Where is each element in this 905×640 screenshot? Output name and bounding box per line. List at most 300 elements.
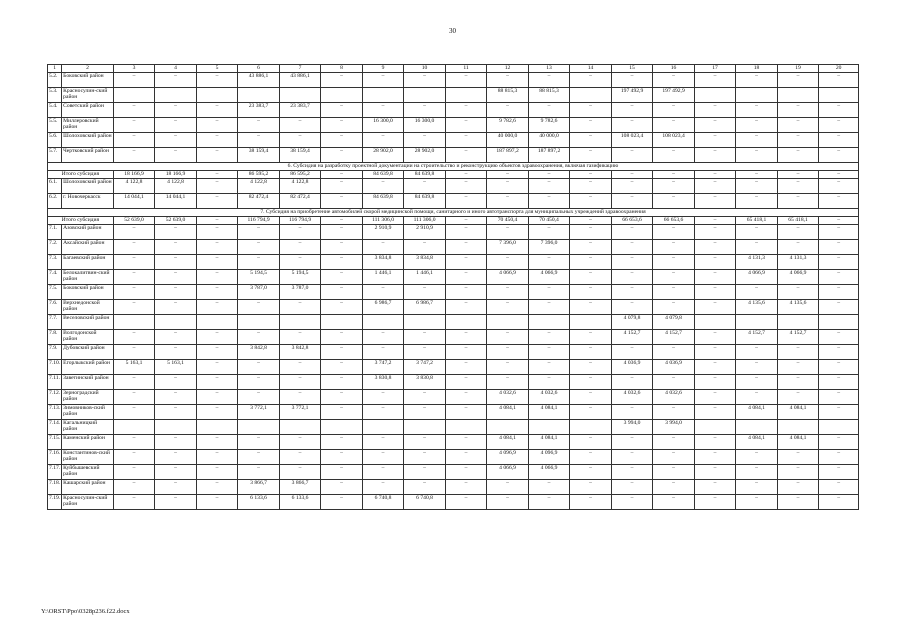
value-cell: – bbox=[113, 225, 155, 240]
value-cell: – bbox=[321, 465, 363, 480]
total-value-cell: – bbox=[570, 171, 612, 179]
value-cell: – bbox=[528, 300, 570, 315]
value-cell: – bbox=[196, 480, 238, 495]
value-cell: – bbox=[777, 133, 819, 148]
value-cell: – bbox=[404, 240, 446, 255]
row-number-cell: 5.2. bbox=[48, 73, 62, 88]
value-cell bbox=[155, 88, 197, 103]
value-cell bbox=[445, 420, 487, 435]
value-cell bbox=[694, 315, 736, 330]
page-number: 30 bbox=[449, 27, 456, 35]
value-cell: 4 084,1 bbox=[777, 405, 819, 420]
value-cell: – bbox=[653, 194, 695, 209]
value-cell: – bbox=[155, 240, 197, 255]
value-cell: – bbox=[653, 285, 695, 300]
column-number-cell: 10 bbox=[404, 65, 446, 73]
value-cell: – bbox=[362, 480, 404, 495]
value-cell: 5 194,5 bbox=[279, 270, 321, 285]
value-cell: – bbox=[404, 179, 446, 194]
value-cell: 38 159,4 bbox=[279, 148, 321, 163]
column-number-cell: 14 bbox=[570, 65, 612, 73]
value-cell: – bbox=[570, 495, 612, 510]
value-cell: – bbox=[694, 375, 736, 390]
value-cell: – bbox=[155, 118, 197, 133]
value-cell: 84 639,8 bbox=[362, 194, 404, 209]
value-cell: – bbox=[528, 375, 570, 390]
value-cell: – bbox=[819, 225, 859, 240]
value-cell: 5 163,1 bbox=[155, 360, 197, 375]
value-cell: – bbox=[694, 179, 736, 194]
value-cell: – bbox=[611, 465, 653, 480]
value-cell: – bbox=[819, 285, 859, 300]
value-cell: 4 152,7 bbox=[736, 330, 778, 345]
value-cell: – bbox=[694, 330, 736, 345]
territory-name-cell: Боковский район bbox=[62, 285, 114, 300]
value-cell: – bbox=[570, 148, 612, 163]
value-cell: – bbox=[819, 103, 859, 118]
total-value-cell: – bbox=[694, 217, 736, 225]
value-cell: – bbox=[196, 240, 238, 255]
value-cell: 88 815,3 bbox=[528, 88, 570, 103]
value-cell: 3 842,8 bbox=[279, 345, 321, 360]
value-cell: 6 986,7 bbox=[362, 300, 404, 315]
value-cell: – bbox=[321, 225, 363, 240]
territory-name-cell: Константинов-ский район bbox=[62, 450, 114, 465]
table-row bbox=[48, 179, 859, 194]
value-cell: 23 383,7 bbox=[279, 103, 321, 118]
table-row bbox=[48, 375, 859, 390]
value-cell: – bbox=[196, 300, 238, 315]
value-cell: – bbox=[777, 450, 819, 465]
total-value-cell: 52 639,0 bbox=[113, 217, 155, 225]
value-cell: 7 396,0 bbox=[528, 240, 570, 255]
value-cell: 4 066,9 bbox=[528, 465, 570, 480]
value-cell bbox=[196, 88, 238, 103]
value-cell: – bbox=[736, 73, 778, 88]
value-cell: 3 772,1 bbox=[279, 405, 321, 420]
value-cell: – bbox=[694, 118, 736, 133]
value-cell: – bbox=[736, 450, 778, 465]
column-number-cell: 13 bbox=[528, 65, 570, 73]
value-cell: – bbox=[279, 133, 321, 148]
value-cell bbox=[321, 420, 363, 435]
value-cell: – bbox=[196, 465, 238, 480]
value-cell: – bbox=[196, 73, 238, 88]
value-cell: – bbox=[528, 255, 570, 270]
value-cell: – bbox=[238, 133, 280, 148]
total-value-cell: – bbox=[653, 171, 695, 179]
value-cell: – bbox=[321, 495, 363, 510]
total-value-cell: – bbox=[694, 171, 736, 179]
value-cell: – bbox=[736, 285, 778, 300]
value-cell: – bbox=[445, 480, 487, 495]
value-cell: 43 886,1 bbox=[279, 73, 321, 88]
file-path-footer: Y:\ORST\Ppo\0328p236.f22.docx bbox=[41, 608, 130, 615]
value-cell: 14 044,1 bbox=[155, 194, 197, 209]
value-cell: – bbox=[736, 103, 778, 118]
column-number-cell: 8 bbox=[321, 65, 363, 73]
row-number-cell: 7.12. bbox=[48, 390, 62, 405]
value-cell: 28 902,0 bbox=[404, 148, 446, 163]
value-cell: – bbox=[570, 390, 612, 405]
table-row bbox=[48, 285, 859, 300]
total-value-cell: 66 653,6 bbox=[653, 217, 695, 225]
value-cell: – bbox=[611, 435, 653, 450]
table-row bbox=[48, 465, 859, 480]
value-cell: 4 096,9 bbox=[528, 450, 570, 465]
value-cell: – bbox=[570, 270, 612, 285]
value-cell: – bbox=[819, 360, 859, 375]
territory-name-cell: Красносулин-ский район bbox=[62, 88, 114, 103]
value-cell: 6 133,6 bbox=[279, 495, 321, 510]
value-cell: – bbox=[321, 300, 363, 315]
value-cell: – bbox=[321, 405, 363, 420]
value-cell: 4 066,9 bbox=[487, 465, 529, 480]
value-cell: – bbox=[777, 480, 819, 495]
value-cell: 4 152,7 bbox=[611, 330, 653, 345]
value-cell: 4 032,6 bbox=[528, 390, 570, 405]
value-cell: 3 787,0 bbox=[279, 285, 321, 300]
value-cell: – bbox=[445, 118, 487, 133]
column-number-cell: 11 bbox=[445, 65, 487, 73]
value-cell: 4 131,3 bbox=[736, 255, 778, 270]
value-cell: – bbox=[445, 345, 487, 360]
value-cell: 4 066,9 bbox=[736, 270, 778, 285]
value-cell: 16 300,0 bbox=[362, 118, 404, 133]
value-cell: – bbox=[819, 330, 859, 345]
value-cell: – bbox=[238, 300, 280, 315]
value-cell: 197 492,9 bbox=[611, 88, 653, 103]
value-cell: – bbox=[694, 390, 736, 405]
value-cell: – bbox=[653, 118, 695, 133]
territory-name-cell: Верхнедонской район bbox=[62, 300, 114, 315]
value-cell: 4 079,8 bbox=[653, 315, 695, 330]
value-cell: – bbox=[570, 103, 612, 118]
value-cell: – bbox=[155, 148, 197, 163]
value-cell: – bbox=[238, 255, 280, 270]
value-cell bbox=[777, 88, 819, 103]
value-cell: – bbox=[570, 450, 612, 465]
value-cell bbox=[155, 315, 197, 330]
value-cell: – bbox=[653, 103, 695, 118]
value-cell: – bbox=[653, 405, 695, 420]
column-number-cell: 4 bbox=[155, 65, 197, 73]
row-number-cell: 7.13. bbox=[48, 405, 62, 420]
value-cell: – bbox=[528, 73, 570, 88]
total-value-cell: 18 166,9 bbox=[155, 171, 197, 179]
value-cell: – bbox=[736, 118, 778, 133]
value-cell: – bbox=[487, 330, 529, 345]
value-cell bbox=[196, 315, 238, 330]
value-cell: – bbox=[321, 148, 363, 163]
value-cell: – bbox=[611, 345, 653, 360]
value-cell: – bbox=[487, 480, 529, 495]
table-row bbox=[48, 405, 859, 420]
row-number-cell: 7.7. bbox=[48, 315, 62, 330]
value-cell: – bbox=[819, 450, 859, 465]
value-cell: – bbox=[570, 118, 612, 133]
value-cell: 23 383,7 bbox=[238, 103, 280, 118]
value-cell: – bbox=[445, 300, 487, 315]
value-cell: – bbox=[155, 255, 197, 270]
value-cell: – bbox=[777, 148, 819, 163]
value-cell: – bbox=[570, 375, 612, 390]
value-cell: – bbox=[321, 194, 363, 209]
value-cell: – bbox=[777, 118, 819, 133]
value-cell: – bbox=[196, 225, 238, 240]
value-cell: – bbox=[113, 480, 155, 495]
value-cell: – bbox=[777, 73, 819, 88]
value-cell: – bbox=[155, 390, 197, 405]
column-number-cell: 2 bbox=[62, 65, 114, 73]
value-cell: – bbox=[819, 465, 859, 480]
value-cell: 4 084,1 bbox=[487, 405, 529, 420]
value-cell: – bbox=[570, 73, 612, 88]
budget-table bbox=[47, 64, 859, 510]
value-cell bbox=[528, 315, 570, 330]
value-cell: 6 133,6 bbox=[238, 495, 280, 510]
total-value-cell: – bbox=[445, 217, 487, 225]
value-cell: – bbox=[404, 435, 446, 450]
value-cell: – bbox=[279, 118, 321, 133]
value-cell: – bbox=[487, 103, 529, 118]
value-cell: – bbox=[279, 240, 321, 255]
territory-name-cell: Зерноградский район bbox=[62, 390, 114, 405]
section-heading-row bbox=[48, 209, 859, 217]
value-cell: – bbox=[736, 345, 778, 360]
value-cell: – bbox=[445, 450, 487, 465]
value-cell: 4 066,9 bbox=[777, 270, 819, 285]
value-cell: – bbox=[155, 435, 197, 450]
value-cell: 3 994,0 bbox=[611, 420, 653, 435]
value-cell: – bbox=[155, 375, 197, 390]
table-row bbox=[48, 194, 859, 209]
value-cell: 3 866,7 bbox=[279, 480, 321, 495]
value-cell: – bbox=[155, 495, 197, 510]
value-cell: – bbox=[155, 270, 197, 285]
value-cell: 4 032,6 bbox=[653, 390, 695, 405]
value-cell: – bbox=[694, 450, 736, 465]
value-cell: 3 866,7 bbox=[238, 480, 280, 495]
value-cell: – bbox=[694, 300, 736, 315]
value-cell: – bbox=[113, 240, 155, 255]
value-cell: – bbox=[321, 330, 363, 345]
value-cell: – bbox=[445, 360, 487, 375]
total-value-cell: 70 450,4 bbox=[487, 217, 529, 225]
value-cell: – bbox=[321, 73, 363, 88]
row-number-cell: 7.16. bbox=[48, 450, 62, 465]
value-cell: – bbox=[694, 148, 736, 163]
total-value-cell: 65 418,1 bbox=[736, 217, 778, 225]
table-row bbox=[48, 450, 859, 465]
table-row bbox=[48, 103, 859, 118]
value-cell bbox=[445, 315, 487, 330]
value-cell: – bbox=[611, 375, 653, 390]
value-cell: 82 472,4 bbox=[238, 194, 280, 209]
value-cell: – bbox=[279, 360, 321, 375]
section-heading: 7. Субсидия на приобретение автомобилей скорой медицинской помощи, санитарного и иного автотранспорта для муниципальных учреждений здравоохранения bbox=[48, 209, 859, 217]
column-number-cell: 19 bbox=[777, 65, 819, 73]
value-cell: – bbox=[445, 133, 487, 148]
value-cell: 84 639,8 bbox=[404, 194, 446, 209]
row-number-cell: 7.3. bbox=[48, 255, 62, 270]
value-cell: – bbox=[653, 148, 695, 163]
value-cell: – bbox=[819, 255, 859, 270]
value-cell bbox=[238, 88, 280, 103]
value-cell: – bbox=[570, 300, 612, 315]
value-cell: – bbox=[404, 345, 446, 360]
value-cell: 9 782,6 bbox=[487, 118, 529, 133]
total-value-cell: 84 639,8 bbox=[404, 171, 446, 179]
value-cell: – bbox=[736, 480, 778, 495]
row-number-cell: 7.15. bbox=[48, 435, 62, 450]
value-cell: – bbox=[694, 194, 736, 209]
value-cell: – bbox=[736, 133, 778, 148]
value-cell: – bbox=[528, 285, 570, 300]
territory-name-cell: Заветинский район bbox=[62, 375, 114, 390]
value-cell: – bbox=[196, 345, 238, 360]
value-cell: – bbox=[321, 255, 363, 270]
total-value-cell: – bbox=[819, 171, 859, 179]
value-cell: – bbox=[196, 133, 238, 148]
value-cell: – bbox=[238, 118, 280, 133]
value-cell: – bbox=[777, 179, 819, 194]
value-cell: – bbox=[487, 300, 529, 315]
value-cell: – bbox=[694, 133, 736, 148]
value-cell: – bbox=[113, 118, 155, 133]
value-cell: 3 834,8 bbox=[404, 255, 446, 270]
value-cell: – bbox=[611, 480, 653, 495]
value-cell: 3 994,0 bbox=[653, 420, 695, 435]
value-cell: – bbox=[777, 345, 819, 360]
value-cell: – bbox=[819, 194, 859, 209]
value-cell: 4 084,1 bbox=[528, 405, 570, 420]
table-row bbox=[48, 255, 859, 270]
territory-name-cell: Волгодонской район bbox=[62, 330, 114, 345]
table-row bbox=[48, 270, 859, 285]
row-number-cell: 7.2. bbox=[48, 240, 62, 255]
value-cell: 108 023,4 bbox=[653, 133, 695, 148]
value-cell: – bbox=[279, 330, 321, 345]
value-cell bbox=[528, 420, 570, 435]
value-cell bbox=[404, 315, 446, 330]
value-cell: – bbox=[736, 495, 778, 510]
value-cell bbox=[694, 88, 736, 103]
value-cell: – bbox=[694, 345, 736, 360]
table-row bbox=[48, 225, 859, 240]
value-cell: 4 066,9 bbox=[487, 270, 529, 285]
value-cell: 4 032,6 bbox=[611, 390, 653, 405]
value-cell: – bbox=[445, 465, 487, 480]
table-row bbox=[48, 73, 859, 88]
value-cell: – bbox=[528, 495, 570, 510]
total-value-cell: 116 794,9 bbox=[238, 217, 280, 225]
value-cell: – bbox=[819, 148, 859, 163]
value-cell: – bbox=[113, 390, 155, 405]
value-cell: – bbox=[155, 465, 197, 480]
territory-name-cell: Кашарский район bbox=[62, 480, 114, 495]
value-cell: – bbox=[445, 390, 487, 405]
value-cell: – bbox=[321, 285, 363, 300]
value-cell: – bbox=[404, 285, 446, 300]
value-cell: – bbox=[819, 345, 859, 360]
column-number-cell: 18 bbox=[736, 65, 778, 73]
value-cell: – bbox=[694, 405, 736, 420]
value-cell: – bbox=[404, 465, 446, 480]
column-number-cell: 15 bbox=[611, 65, 653, 73]
territory-name-cell: Багаевский район bbox=[62, 255, 114, 270]
value-cell bbox=[736, 315, 778, 330]
table-row bbox=[48, 133, 859, 148]
territory-name-cell: Белокалитвин-ский район bbox=[62, 270, 114, 285]
value-cell: – bbox=[238, 435, 280, 450]
total-value-cell: – bbox=[321, 217, 363, 225]
value-cell: – bbox=[362, 390, 404, 405]
row-number-cell: 7.4. bbox=[48, 270, 62, 285]
value-cell: – bbox=[113, 345, 155, 360]
value-cell: – bbox=[736, 194, 778, 209]
value-cell: – bbox=[279, 255, 321, 270]
value-cell: – bbox=[445, 375, 487, 390]
value-cell: 43 886,1 bbox=[238, 73, 280, 88]
total-value-cell: 52 639,0 bbox=[155, 217, 197, 225]
value-cell: 3 830,8 bbox=[404, 375, 446, 390]
value-cell bbox=[404, 88, 446, 103]
total-row bbox=[48, 217, 859, 225]
value-cell: – bbox=[321, 450, 363, 465]
value-cell: – bbox=[445, 405, 487, 420]
value-cell: 3 772,1 bbox=[238, 405, 280, 420]
value-cell: – bbox=[694, 435, 736, 450]
value-cell: – bbox=[819, 435, 859, 450]
row-number-cell: 5.4. bbox=[48, 103, 62, 118]
value-cell: – bbox=[487, 345, 529, 360]
value-cell: – bbox=[653, 240, 695, 255]
total-value-cell: – bbox=[528, 171, 570, 179]
value-cell: 1 446,1 bbox=[404, 270, 446, 285]
value-cell: 82 472,4 bbox=[279, 194, 321, 209]
value-cell: – bbox=[611, 405, 653, 420]
value-cell: – bbox=[528, 179, 570, 194]
value-cell: – bbox=[196, 285, 238, 300]
value-cell: – bbox=[155, 480, 197, 495]
table-row bbox=[48, 315, 859, 330]
value-cell: – bbox=[113, 450, 155, 465]
value-cell: – bbox=[113, 285, 155, 300]
value-cell: – bbox=[155, 330, 197, 345]
value-cell: 4 122,8 bbox=[113, 179, 155, 194]
value-cell bbox=[819, 315, 859, 330]
value-cell: 4 036,9 bbox=[653, 360, 695, 375]
value-cell: – bbox=[736, 390, 778, 405]
column-number-cell: 16 bbox=[653, 65, 695, 73]
value-cell: – bbox=[445, 285, 487, 300]
value-cell bbox=[736, 420, 778, 435]
value-cell: – bbox=[238, 375, 280, 390]
value-cell: – bbox=[362, 285, 404, 300]
row-number-cell: 5.3. bbox=[48, 88, 62, 103]
value-cell: – bbox=[196, 270, 238, 285]
value-cell: – bbox=[238, 360, 280, 375]
value-cell: – bbox=[279, 390, 321, 405]
value-cell: – bbox=[113, 148, 155, 163]
value-cell: – bbox=[611, 285, 653, 300]
table-row bbox=[48, 345, 859, 360]
total-value-cell: – bbox=[736, 171, 778, 179]
value-cell: – bbox=[819, 240, 859, 255]
value-cell: – bbox=[694, 360, 736, 375]
value-cell bbox=[321, 315, 363, 330]
